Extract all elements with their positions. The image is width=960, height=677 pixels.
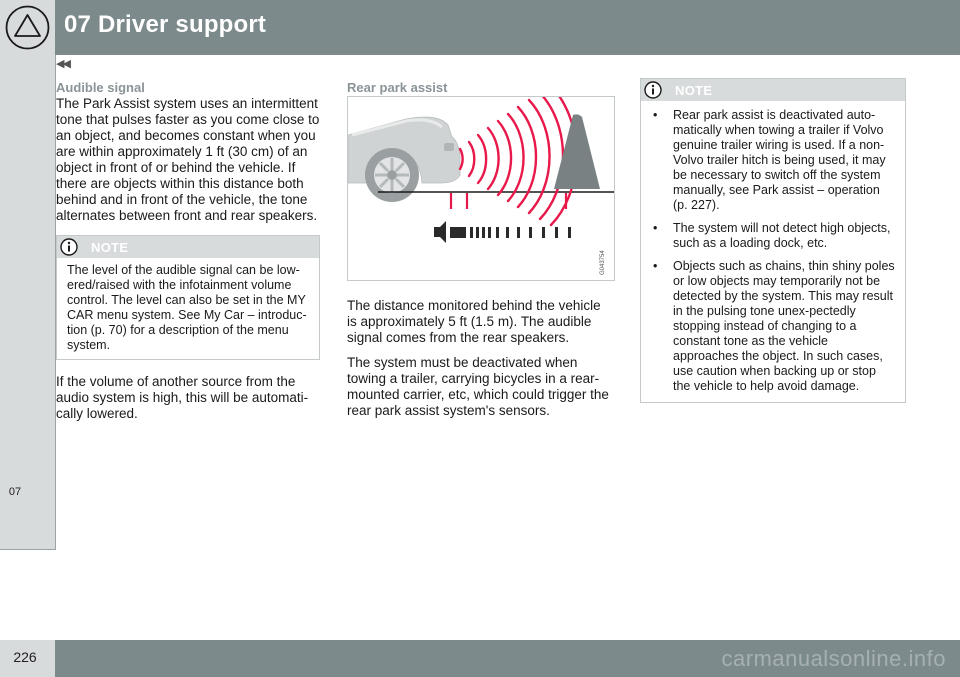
traffic-cone-icon (554, 114, 600, 189)
list-item-text: The system will not detect high objects, such as a loading dock, etc. (673, 221, 891, 250)
rear-park-assist-illustration (347, 96, 615, 281)
chapter-title: 07 Driver support (64, 11, 267, 38)
list-item-text: Objects such as chains, thin shiny poles or low objects may temporarily not be detected by the system. This may result in the pulsing tone unex-pectedly stopping instead of changing to a constant tone as the vehicle approaches the object. In such cases, use caution when backing up or stop the vehicle to help avoid damage. (673, 259, 895, 393)
back-nav-icon[interactable]: ◀◀ (56, 58, 69, 70)
note-header (641, 79, 905, 101)
note-body (641, 101, 905, 402)
column-rear-park-assist-text (347, 298, 613, 428)
side-tab-label: 07 (8, 486, 22, 498)
figure-code: G043754 (600, 250, 606, 275)
note-label: NOTE (91, 240, 129, 255)
note-label: NOTE (675, 83, 713, 98)
paragraph: The distance monitored behind the vehicle is approximately 5 ft (1.5 m). The audible signal comes from the rear speakers. (347, 298, 601, 345)
page-number: 226 (13, 649, 37, 665)
heading-rear-park-assist: Rear park assist (347, 80, 448, 95)
bullet-icon: • (653, 221, 658, 235)
paragraph: If the volume of another source from the audio system is high, this will be automati-cally lowered. (56, 374, 309, 421)
bullet-icon: • (653, 108, 658, 122)
note-box-rear-park-assist (640, 78, 906, 403)
column-rear-park-assist (347, 80, 613, 96)
paragraph: The system must be deactivated when towing a trailer, carrying bicycles in a rear-mounted carrier, etc, which could trigger the rear park assist system's sensors. (347, 355, 609, 418)
column-audible-signal (56, 80, 320, 431)
list-item (651, 221, 895, 251)
note-text: The level of the audible signal can be low-ered/raised with the infotainment volume control. The level can also be set in the MY CAR menu system. See My Car – introduc-tion (p. 70) for a description of the menu system. (67, 263, 307, 352)
warning-icon (0, 0, 55, 55)
side-chapter-tab[interactable] (0, 55, 56, 550)
info-icon (644, 81, 662, 99)
heading-audible-signal: Audible signal (56, 80, 145, 95)
list-item-text: Rear park assist is deactivated auto-matically when towing a trailer if Volvo genuine trailer wiring is used. If a non-Volvo trailer hitch is being used, it may be necessary to switch off the system manually, see Park assist – operation (p. 227). (673, 108, 886, 212)
paragraph: The Park Assist system uses an intermittent tone that pulses faster as you come close to an object, and becomes constant when you are within approximately 1 ft (30 cm) of an object in front of or behind the vehicle. If there are objects within this distance both behind and in front of the vehicle, the tone alternates between front and rear speakers. (56, 96, 320, 223)
sensor-wave-arcs (460, 97, 577, 225)
note-header (57, 236, 319, 258)
watermark: carmanualsonline.info (721, 646, 946, 671)
car-sensor-diagram (348, 97, 614, 280)
tone-bars (450, 227, 571, 238)
list-item (651, 259, 895, 394)
info-icon (60, 238, 78, 256)
warning-box (0, 0, 55, 55)
speaker-icon (434, 221, 446, 243)
bullet-icon: • (653, 259, 658, 273)
list-item (651, 108, 895, 213)
note-box (56, 235, 320, 360)
note-bullet-list (651, 108, 895, 394)
